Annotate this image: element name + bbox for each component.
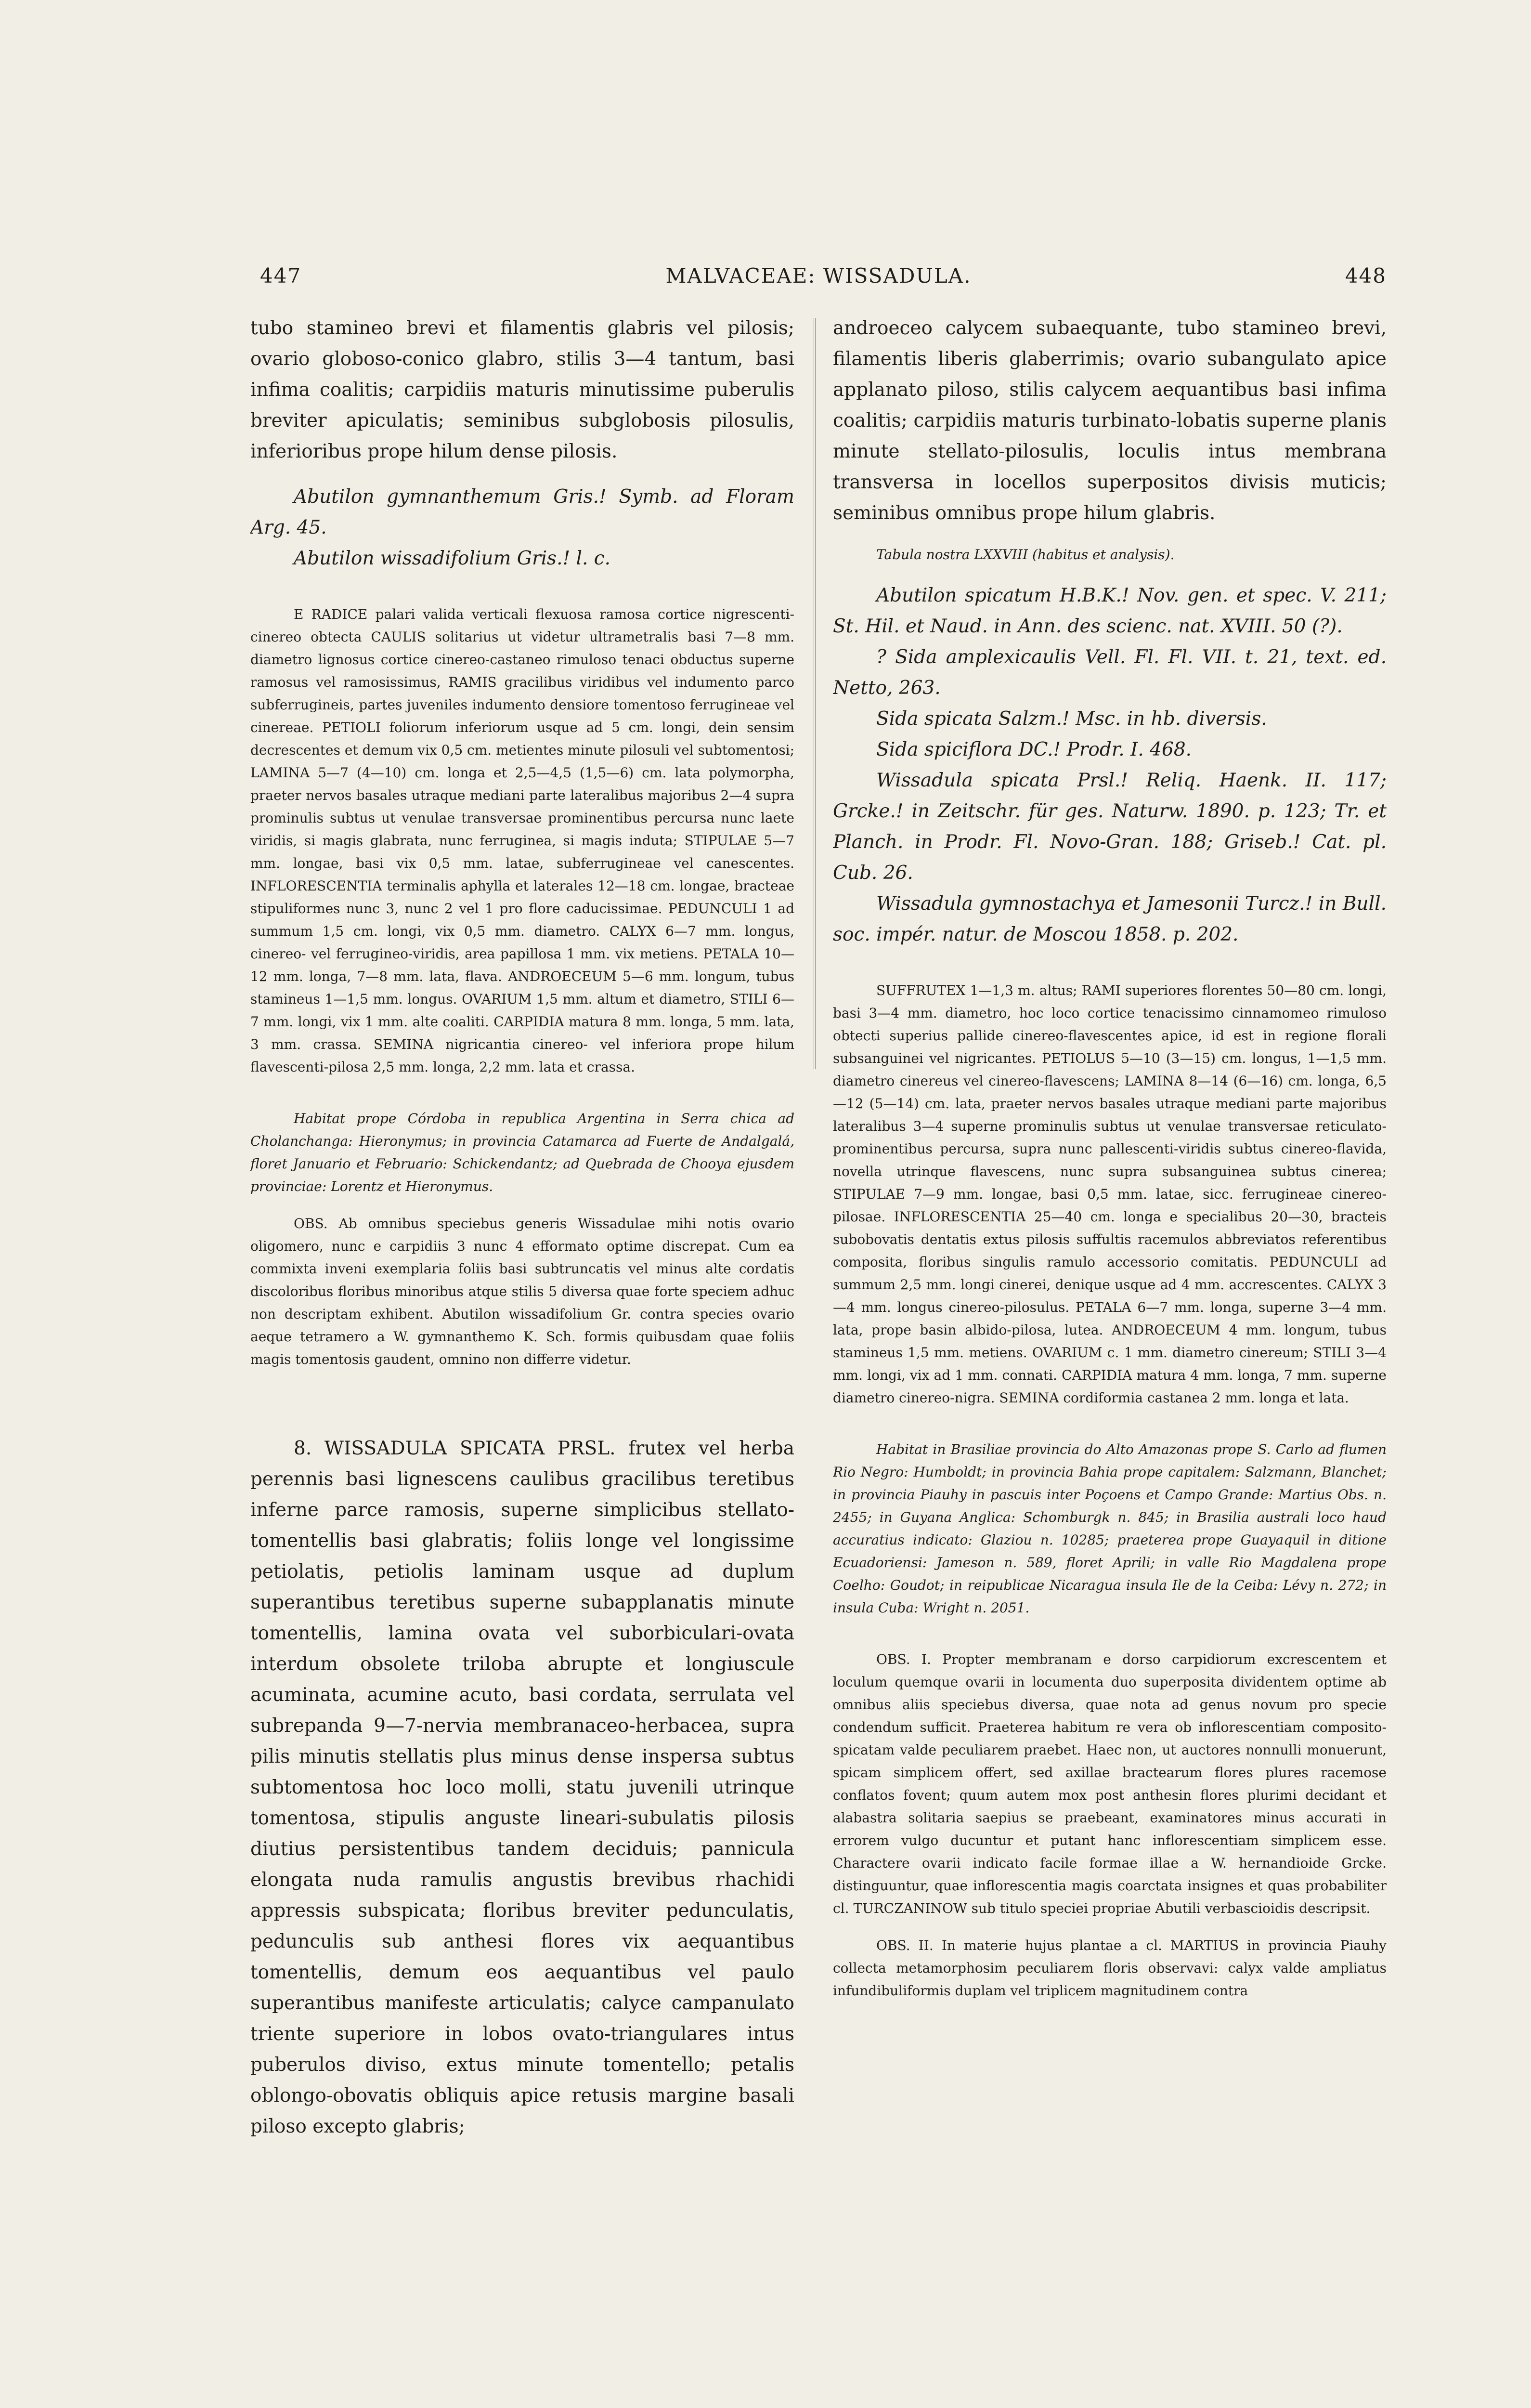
observation-paragraph: OBS. I. Propter membranam e dorso carpidiorum excrescentem et loculum quemque ovarii in locumenta duo superposita dividentem optime ab omnibus aliis speciebus diversa, quae nota ad genus novum pro specie condendum sufficit. Praeterea habitum re vera ob inflorescentiam composito-spicatam valde peculiarem praebet. Haec non, ut auctores nonnulli monuerunt, spicam simplicem offert, sed axillae bractearum flores plures racemose conflatos fovent; quum autem mox post anthesin flores plurimi decidant et alabastra solitaria saepius se praebeant, examinatores minus accurati in errorem vulgo ducuntur et putant hanc inflorescentiam simplicem esse. Charactere ovarii indicato facile formae illae a W. hernandioide Grcke. distinguuntur, quae inflorescentia magis coarctata insignes et quas probabiliter cl. TURCZANINOW sub titulo speciei propriae Abutili verbascioidis descripsit. <box>833 1651 1387 1916</box>
right-column <box>833 313 1387 2408</box>
species-entry <box>250 1433 794 2142</box>
species-heading: 8. WISSADULA SPICATA PRSL. <box>294 1438 616 1459</box>
synonym-entry: Sida spiciflora DC.! Prodr. I. 468. <box>876 739 1192 760</box>
plate-reference: Tabula nostra LXXVIII (habitus et analysis). <box>876 547 1175 563</box>
species-diagnosis: frutex vel herba perennis basi lignescens caulibus gracilibus teretibus inferne parce ramosis, superne simplicibus stellato-tomentellis basi glabratis; foliis longe vel longissime petiolatis, petiolis laminam usque ad duplum superantibus teretibus superne subapplanatis minute tomentellis, lamina ovata vel suborbiculari-ovata interdum obsolete triloba abrupte et longiuscule acuminata, acumine acuto, basi cordata, serrulata vel subrepanda 9—7-nervia membranaceo-herbacea, supra pilis minutis stellatis plus minus dense inspersa subtus subtomentosa hoc loco molli, statu juvenili utrinque tomentosa, stipulis anguste lineari-subulatis pilosis diutius persistentibus tandem deciduis; pannicula elongata nuda ramulis angustis brevibus rhachidi appressis subspicata; floribus breviter pedunculatis, pedunculis sub anthesi flores vix aequantibus tomentellis, demum eos aequantibus vel paulo superantibus manifeste articulatis; calyce campanulato triente superiore in lobos ovato-triangulares intus puberulos diviso, extus minute tomentello; petalis oblongo-obovatis obliquis apice retusis margine basali piloso excepto glabris; <box>250 1438 794 2137</box>
left-column <box>250 313 794 2408</box>
synonym-entry: Abutilon gymnanthemum Gris.! Symb. ad Floram Arg. 45. <box>250 486 794 538</box>
species-description: SUFFRUTEX 1—1,3 m. altus; RAMI superiores florentes 50—80 cm. longi, basi 3—4 mm. diametro, hoc loco cortice tenacissimo cinnamomeo rimuloso obtecti superius pallide cinereo-flavescentes apice, id est in regione florali subsanguinei vel nigricantes. PETIOLUS 5—10 (3—15) cm. longus, 1—1,5 mm. diametro cinereus vel cinereo-flavescens; LAMINA 8—14 (6—16) cm. longa, 6,5—12 (5—14) cm. lata, praeter nervos basales utraque mediani parte majoribus lateralibus 3—4 superne prominulis subtus ut venulae transversae reticulato-prominentibus percursa, supra nunc pallescenti-viridis subtus cinereo-flavida, novella utrinque flavescens, nunc supra subsanguinea subtus cinerea; STIPULAE 7—9 mm. longae, basi 0,5 mm. latae, sicc. ferrugineae cinereo-pilosae. INFLORESCENTIA 25—40 cm. longa e specialibus 20—30, bracteis subobovatis dentatis extus pilosis suffultis racemulos abbreviatos referentibus composita, floribus singulis ramulo accessorio comitatis. PEDUNCULI ad summum 2,5 mm. longi cinerei, denique usque ad 4 mm. accrescentes. CALYX 3—4 mm. longus cinereo-pilosulus. PETALA 6—7 mm. longa, superne 3—4 mm. lata, prope basin albido-pilosa, lutea. ANDROECEUM 4 mm. longum, tubus stamineus 1,5 mm. metiens. OVARIUM c. 1 mm. diametro cinereum; STILI 3—4 mm. longi, vix ad 1 mm. connati. CARPIDIA matura 4 mm. longa, 7 mm. superne diametro cinereo-nigra. SEMINA cordiformia castanea 2 mm. longa et lata. <box>833 982 1387 1406</box>
species-description: E RADICE palari valida verticali flexuosa ramosa cortice nigrescenti-cinereo obtecta CAULIS solitarius ut videtur ultrametralis basi 7—8 mm. diametro lignosus cortice cinereo-castaneo rimuloso tenaci obductus superne ramosus vel ramosissimus, RAMIS gracilibus viridibus vel indumento parco subferrugineis, partes juveniles indumento densiore tomentoso ferrugineae vel cinereae. PETIOLI foliorum inferiorum usque ad 5 cm. longi, dein sensim decrescentes et demum vix 0,5 cm. metientes minute pilosuli vel subtomentosi; LAMINA 5—7 (4—10) cm. longa et 2,5—4,5 (1,5—6) cm. lata polymorpha, praeter nervos basales utraque mediani parte lateralibus majoribus 2—4 supra prominulis subtus ut venulae transversae prominentibus percursa nunc laete viridis, si magis glabrata, nunc ferruginea, si magis induta; STIPULAE 5—7 mm. longae, basi vix 0,5 mm. latae, subferrugineae vel canescentes. INFLORESCENTIA terminalis aphylla et laterales 12—18 cm. longae, bracteae stipuliformes nunc 3, nunc 2 vel 1 pro flore caducissimae. PEDUNCULI 1 ad summum 1,5 cm. longi, vix 0,5 mm. diametro. CALYX 6—7 mm. longus, cinereo- vel ferrugineo-viridis, area papillosa 1 mm. vix metiens. PETALA 10—12 mm. longa, 7—8 mm. lata, flava. ANDROECEUM 5—6 mm. longum, tubus stamineus 1—1,5 mm. longus. OVARIUM 1,5 mm. altum et diametro, STILI 6—7 mm. longi, vix 1 mm. alte coaliti. CARPIDIA matura 8 mm. longa, 5 mm. lata, 3 mm. crassa. SEMINA nigricantia cinereo- vel inferiora prope hilum flavescenti-pilosa 2,5 mm. longa, 2,2 mm. lata et crassa. <box>250 606 794 1075</box>
running-header <box>250 264 1387 299</box>
page-number-right: 448 <box>1345 264 1387 288</box>
page-number-left: 447 <box>260 264 302 288</box>
observation-paragraph: OBS. Ab omnibus speciebus generis Wissadulae mihi notis ovario oligomero, nunc e carpidiis 3 nunc 4 efformato optime discrepat. Cum ea commixta inveni exemplaria foliis basi subtruncatis vel minus alte cordatis discoloribus floribus minoribus atque stilis 5 diversa quae forte speciem adhuc non descriptam exhibent. Abutilon wissadifolium Gr. contra species ovario aeque tetramero a W. gymnanthemo K. Sch. formis quibusdam quae foliis magis tomentosis gaudent, omnino non differre videtur. <box>250 1216 794 1367</box>
synonym-list <box>250 482 794 574</box>
synonym-list <box>833 580 1387 950</box>
synonym-entry: Abutilon wissadifolium Gris.! l. c. <box>294 548 611 569</box>
synonym-entry: Wissadula gymnostachya et Jamesonii Turcz.! in Bull. soc. impér. natur. de Moscou 1858. p. 202. <box>833 893 1387 945</box>
synonym-entry: Abutilon spicatum H.B.K.! Nov. gen. et spec. V. 211; St. Hil. et Naud. in Ann. des scienc. nat. XVIII. 50 (?). <box>833 585 1387 637</box>
continued-description: tubo stamineo brevi et filamentis glabris vel pilosis; ovario globoso-conico glabro, stilis 3—4 tantum, basi infima coalitis; carpidiis maturis minutissime puberulis breviter apiculatis; seminibus subglobosis pilosulis, inferioribus prope hilum dense pilosis. <box>250 317 794 462</box>
habitat-paragraph: Habitat in Brasiliae provincia do Alto Amazonas prope S. Carlo ad flumen Rio Negro: Humboldt; in provincia Bahia prope capitalem: Salzmann, Blanchet; in provincia Piauhy in pascuis inter Poçoens et Campo Grande: Martius Obs. n. 2455; in Guyana Anglica: Schomburgk n. 845; in Brasilia australi loco haud accuratius indicato: Glaziou n. 10285; praeterea prope Guayaquil in ditione Ecuadoriensi: Jameson n. 589, floret Aprili; in valle Rio Magdalena prope Coelho: Goudot; in reipublicae Nicaragua insula Ile de la Ceiba: Lévy n. 272; in insula Cuba: Wright n. 2051. <box>833 1441 1387 1616</box>
habitat-paragraph: Habitat prope Córdoba in republica Argentina in Serra chica ad Cholanchanga: Hieronymus; in provincia Catamarca ad Fuerte de Andalgalá, floret Januario et Februario: Schickendantz; ad Quebrada de Chooya ejusdem provinciae: Lorentz et Hieronymus. <box>250 1111 794 1194</box>
observation-paragraph: OBS. II. In materie hujus plantae a cl. MARTIUS in provincia Piauhy collecta metamorphosim peculiarem floris observavi: calyx valde ampliatus infundibuliformis duplam vel triplicem magnitudinem contra <box>833 1937 1387 1999</box>
column-divider <box>814 318 816 1069</box>
synonym-entry: ? Sida amplexicaulis Vell. Fl. Fl. VII. t. 21, text. ed. Netto, 263. <box>833 646 1387 699</box>
continued-description: androeceo calycem subaequante, tubo stamineo brevi, filamentis liberis glaberrimis; ovario subangulato apice applanato piloso, stilis calycem aequantibus basi infima coalitis; carpidiis maturis turbinato-lobatis superne planis minute stellato-pilosulis, loculis intus membrana transversa in locellos superpositos divisis muticis; seminibus omnibus prope hilum glabris. <box>833 317 1387 524</box>
synonym-entry: Sida spicata Salzm.! Msc. in hb. diversis. <box>876 708 1267 730</box>
synonym-entry: Wissadula spicata Prsl.! Reliq. Haenk. II. 117; Grcke.! in Zeitschr. für ges. Naturw. 1890. p. 123; Tr. et Planch. in Prodr. Fl. Novo-Gran. 188; Griseb.! Cat. pl. Cub. 26. <box>833 770 1387 884</box>
running-title: MALVACEAE: WISSADULA. <box>665 264 972 288</box>
